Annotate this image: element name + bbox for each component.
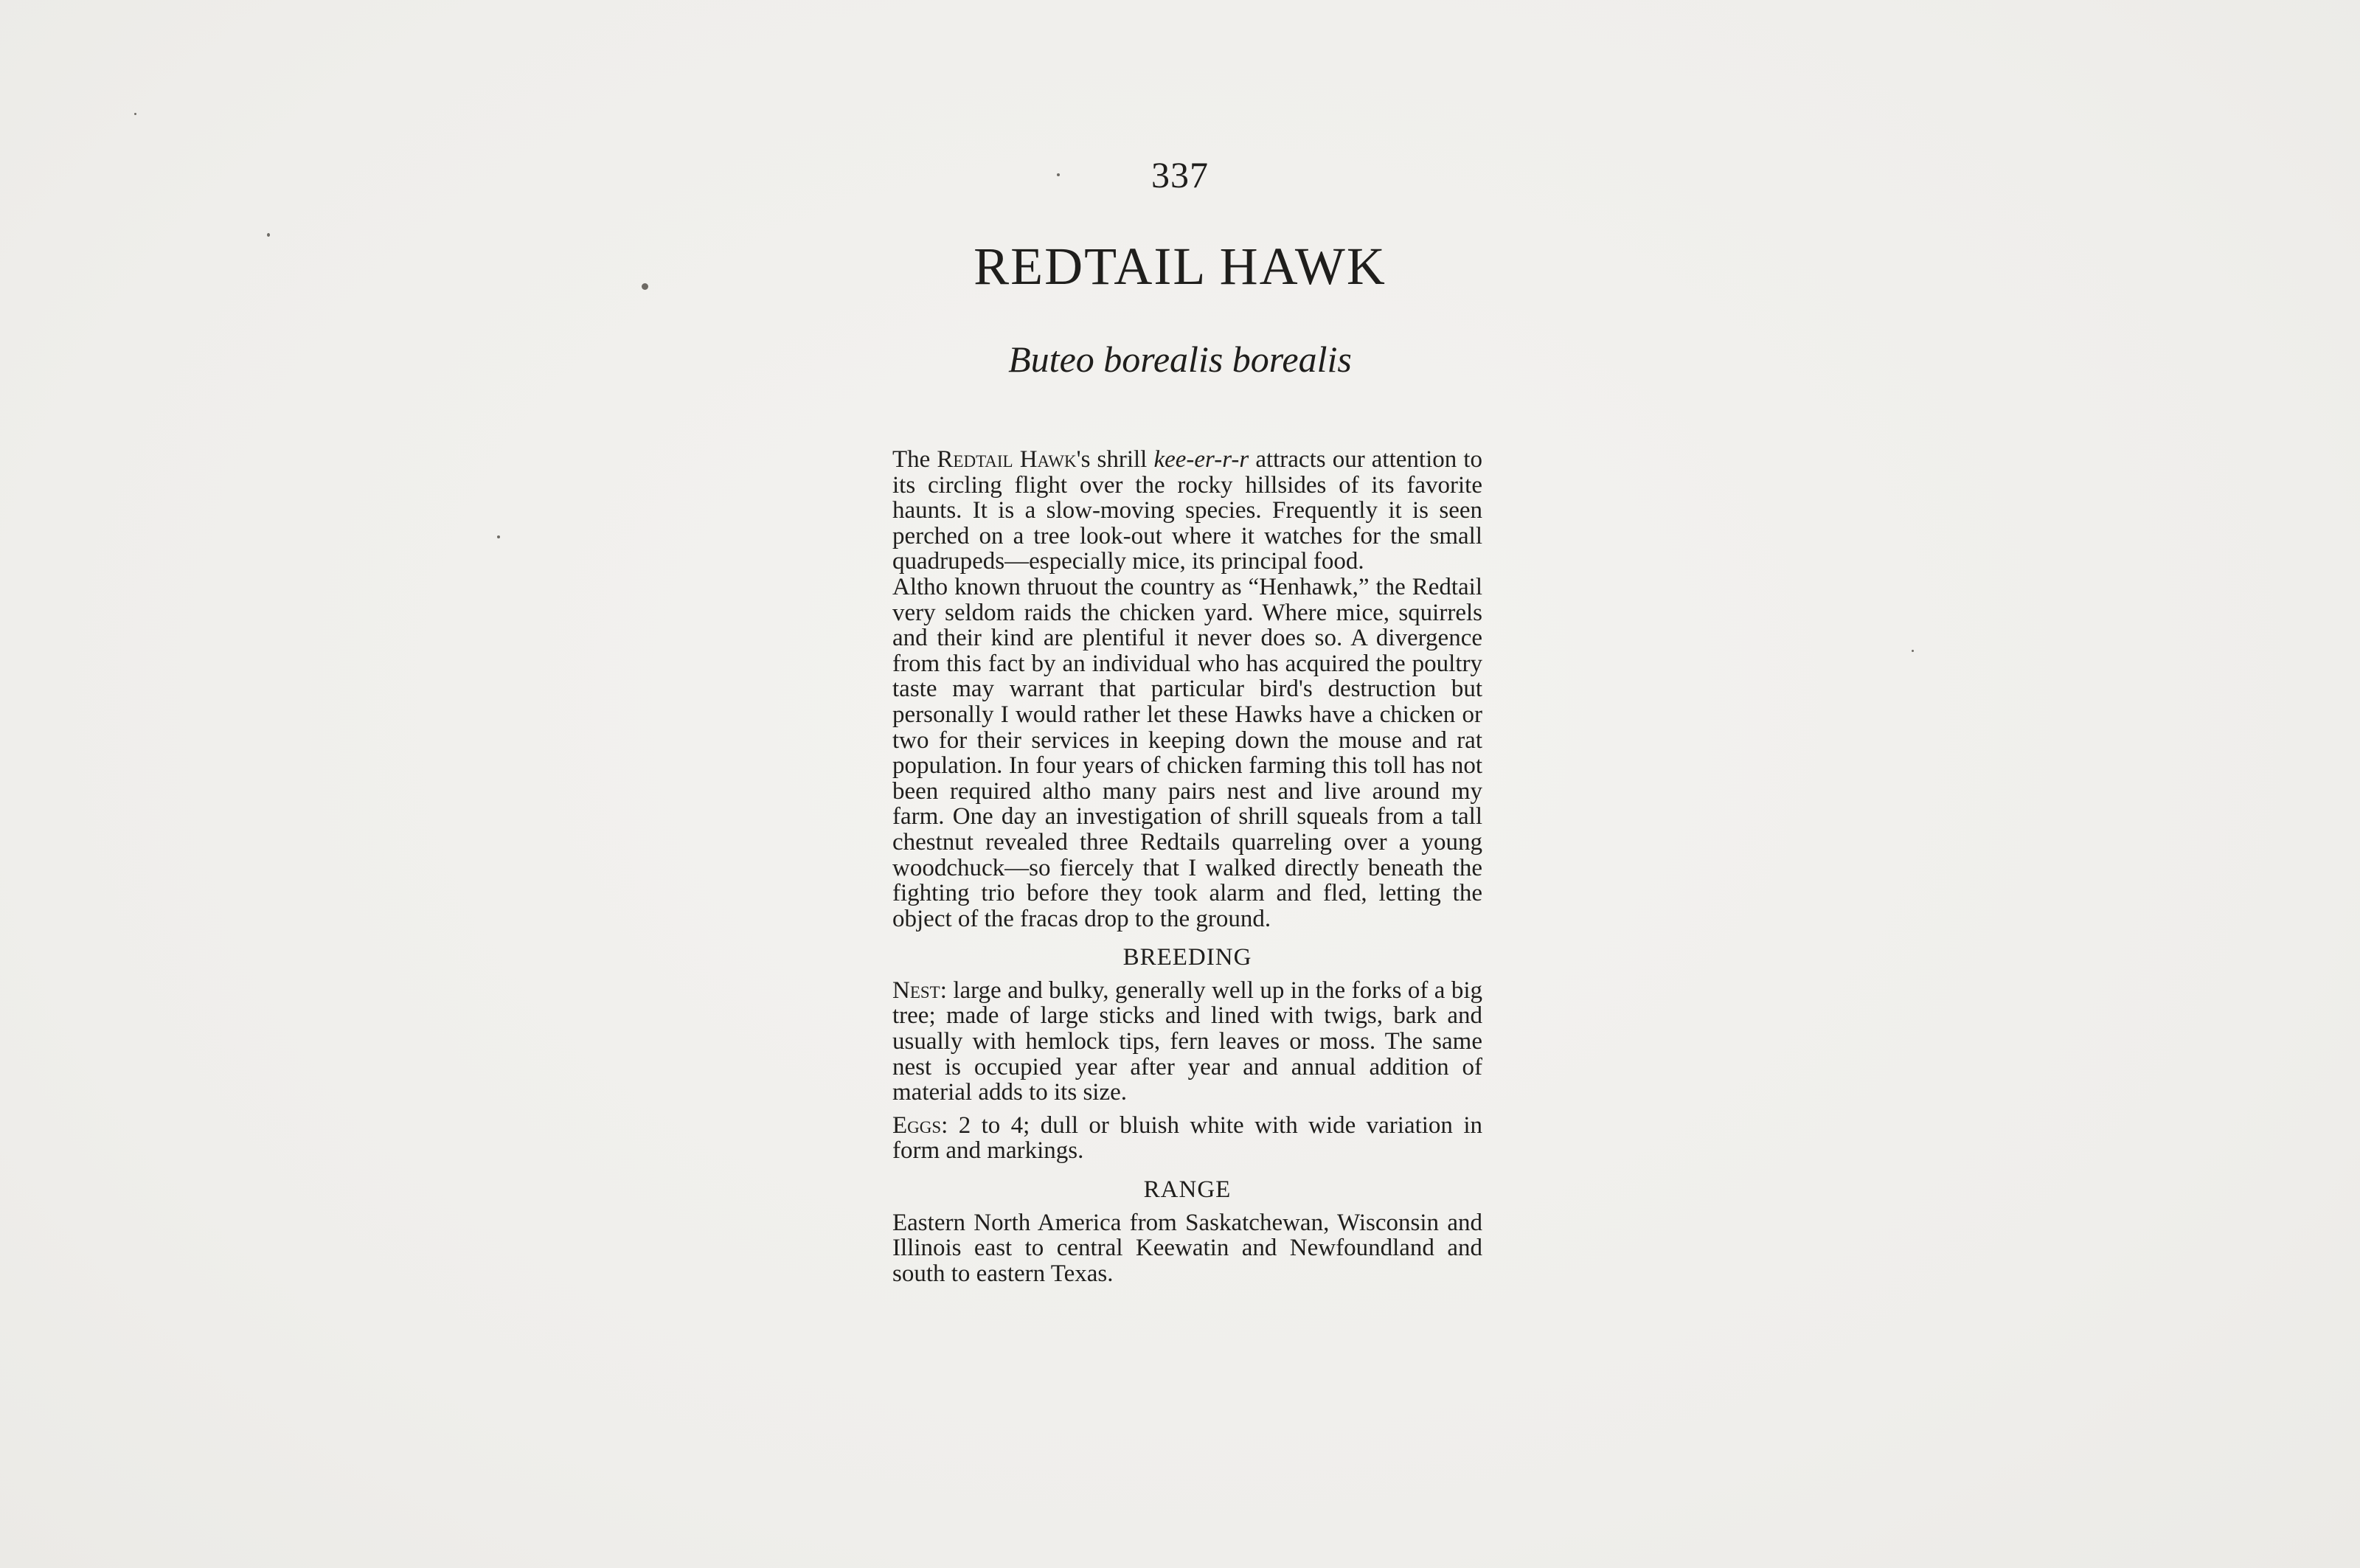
page-title: REDTAIL HAWK: [974, 237, 1386, 296]
paper-speck: [1912, 650, 1914, 652]
intro-rest: attracts our attention to its circling flight over the rocky hillsides of its favorite haunts. It is a slow-moving species. Frequently it is seen perched on a tree look-out where it watches for the small quadrupeds—especially mice, its principal food.: [892, 446, 1483, 575]
paper-speck: [497, 535, 500, 538]
paper-speck: [134, 113, 136, 115]
bird-call: kee-er-r-r: [1153, 446, 1249, 473]
nest-paragraph: [892, 978, 1482, 1106]
text-column: [892, 447, 1482, 1286]
intro-lead: The: [892, 446, 937, 473]
intro-mid: 's shrill: [1076, 446, 1154, 473]
breeding-heading: BREEDING: [1122, 944, 1252, 971]
intro-paragraph-2: Altho known thruout the country as “Henhawk,” the Redtail very seldom raids the chicken yard. Where mice, squirrels and their kind are plentiful it never does so. A divergence from this fact by an individual who has acquired the poultry taste may warrant that particular bird's destruction but personally I would rather let these Hawks have a chicken or two for their services in keeping down the mouse and rat population. In four years of chicken farming this toll has not been required altho many pairs nest and live around my farm. One day an investigation of shrill squeals from a tall chestnut revealed three Redtails quarreling over a young woodchuck—so fiercely that I walked directly beneath the fighting trio before they took alarm and fled, letting the object of the fracas drop to the ground.: [892, 573, 1482, 932]
nest-text: : large and bulky, generally well up in the forks of a big tree; made of large sticks and lined with twigs, bark and usually with hemlock tips, fern leaves or moss. The same nest is occupied year after year and annual addition of material adds to its size.: [892, 976, 1482, 1106]
species-name: Redtail Hawk: [937, 446, 1077, 473]
eggs-paragraph: [892, 1113, 1482, 1164]
scientific-name: Buteo borealis borealis: [1008, 339, 1352, 380]
page-number: 337: [1151, 154, 1209, 195]
range-heading: RANGE: [1143, 1176, 1232, 1204]
nest-label: Nest: [892, 976, 940, 1004]
intro-paragraph-1: [892, 447, 1482, 575]
eggs-text: : 2 to 4; dull or bluish white with wide variation in form and markings.: [892, 1111, 1482, 1165]
range-paragraph: Eastern North America from Saskatchewan, Wisconsin and Illinois east to central Keewatin and Newfoundland and south to eastern Texas.: [892, 1209, 1482, 1287]
eggs-label: Eggs: [892, 1111, 942, 1139]
